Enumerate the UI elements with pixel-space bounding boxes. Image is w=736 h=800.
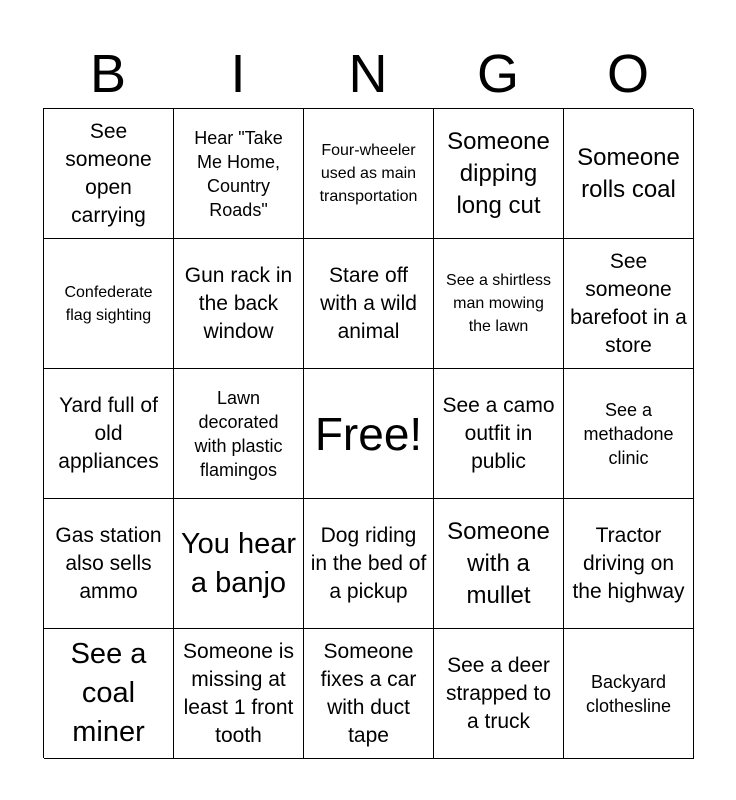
bingo-cell[interactable] [304, 109, 434, 239]
bingo-cell[interactable] [304, 239, 434, 369]
header-letter-b: B [89, 44, 127, 104]
cell-text: See a coal miner [70, 638, 147, 748]
bingo-cell[interactable] [434, 629, 564, 759]
free-space[interactable] [304, 369, 434, 499]
header-letter-g: G [476, 44, 519, 104]
bingo-cell[interactable] [174, 239, 304, 369]
cell-text: See someone barefoot in a store [570, 249, 687, 357]
bingo-cell[interactable] [304, 629, 434, 759]
cell-text: Someone is missing at least 1 front tooth [183, 639, 294, 747]
cell-text: Dog riding in the bed of a pickup [310, 523, 427, 603]
bingo-cell[interactable] [434, 369, 564, 499]
cell-text: Stare off with a wild animal [320, 263, 417, 343]
bingo-cell[interactable] [564, 109, 694, 239]
bingo-cell[interactable] [434, 499, 564, 629]
bingo-cell[interactable] [564, 369, 694, 499]
cell-text: Someone dipping long cut [447, 127, 550, 219]
bingo-cell[interactable] [44, 369, 174, 499]
cell-text: Backyard clothesline [585, 671, 672, 716]
bingo-cell[interactable] [564, 239, 694, 369]
cell-text: See a methadone clinic [583, 399, 674, 468]
cell-text: Gun rack in the back window [184, 263, 293, 343]
bingo-cell[interactable] [564, 629, 694, 759]
bingo-cell[interactable] [174, 369, 304, 499]
bingo-cell[interactable] [44, 109, 174, 239]
cell-text: Tractor driving on the highway [572, 523, 685, 603]
cell-text: Four-wheeler used as main transportation [319, 142, 418, 205]
cell-text: Yard full of old appliances [58, 393, 159, 473]
cell-text: Someone rolls coal [577, 143, 680, 203]
free-space-text: Free! [314, 407, 423, 460]
bingo-grid [43, 108, 693, 758]
bingo-cell[interactable] [174, 629, 304, 759]
bingo-cell[interactable] [44, 239, 174, 369]
bingo-cell[interactable] [564, 499, 694, 629]
header-letter-o: O [606, 44, 649, 104]
cell-text: Confederate flag sighting [64, 283, 153, 324]
cell-text: See someone open carrying [65, 119, 152, 227]
bingo-cell[interactable] [174, 499, 304, 629]
bingo-cell[interactable] [434, 109, 564, 239]
bingo-cell[interactable] [44, 499, 174, 629]
bingo-cell[interactable] [434, 239, 564, 369]
bingo-header [43, 40, 693, 108]
cell-text: Hear "Take Me Home, Country Roads" [194, 127, 283, 220]
header-letter-n: N [348, 44, 388, 104]
cell-text: Someone fixes a car with duct tape [320, 639, 417, 747]
bingo-cell[interactable] [304, 499, 434, 629]
cell-text: See a camo outfit in public [442, 393, 555, 473]
cell-text: See a shirtless man mowing the lawn [446, 272, 551, 335]
cell-text: See a deer strapped to a truck [445, 653, 552, 733]
cell-text: You hear a banjo [180, 527, 297, 599]
bingo-cell[interactable] [44, 629, 174, 759]
cell-text: Gas station also sells ammo [55, 523, 162, 603]
header-letter-i: I [230, 44, 246, 104]
cell-text: Lawn decorated with plastic flamingos [194, 387, 283, 480]
bingo-cell[interactable] [174, 109, 304, 239]
cell-text: Someone with a mullet [447, 517, 550, 609]
